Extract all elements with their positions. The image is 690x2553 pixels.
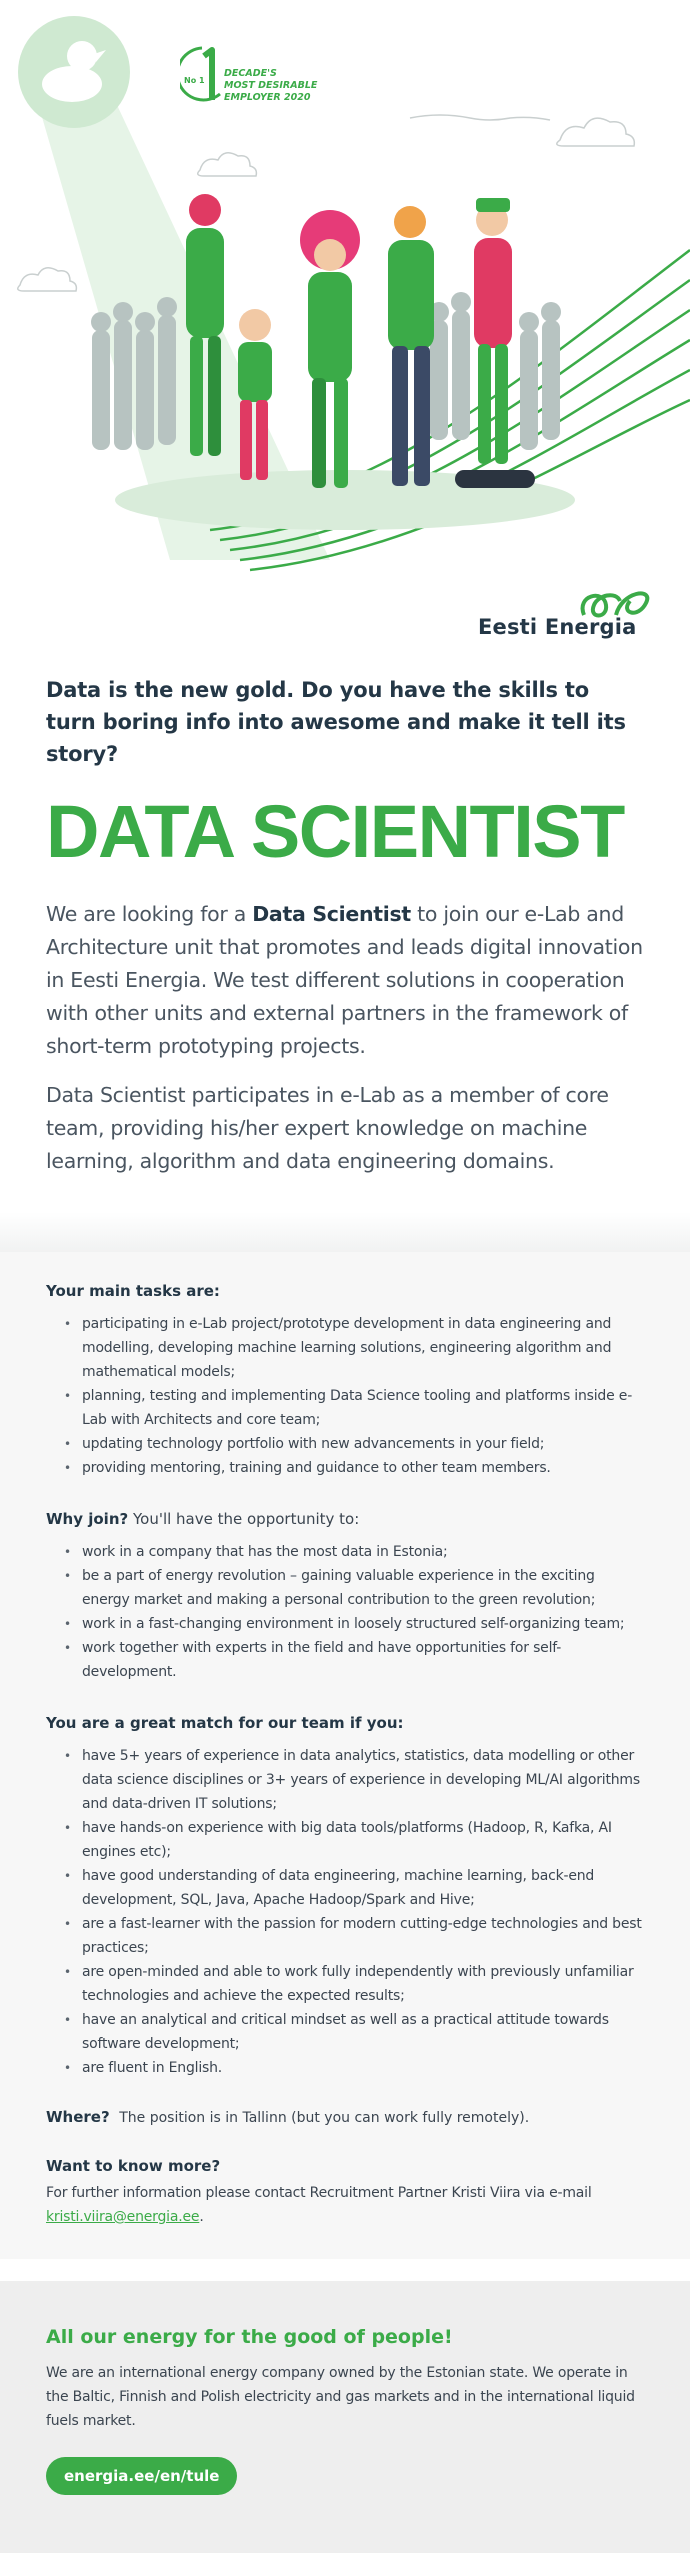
list-item: • have an analytical and critical mindset as well as a practical attitude towards software development; xyxy=(62,2008,644,2056)
location-text: The position is in Tallinn (but you can work fully remotely). xyxy=(119,2110,530,2126)
job-title: DATA SCIENTIST xyxy=(46,790,624,873)
award-line: MOST DESIRABLE xyxy=(224,80,318,91)
location-label: Where? xyxy=(46,2108,110,2126)
list-item: • are fluent in English. xyxy=(62,2056,644,2080)
eesti-energia-logo xyxy=(478,585,648,645)
list-item: • have good understanding of data engineering, machine learning, back-end development, SQL, Java, Apache Hadoop/Spark and Hive; xyxy=(62,1864,644,1912)
list-item: • are a fast-learner with the passion for modern cutting-edge technologies and best practices; xyxy=(62,1912,644,1960)
brand-name: Eesti Energia xyxy=(478,615,637,639)
lead-question: Data is the new gold. Do you have the skills to turn boring info into awesome and make it tell its story? xyxy=(46,678,626,766)
list-item: • planning, testing and implementing Data Science tooling and platforms inside e-Lab with Architects and core team; xyxy=(62,1384,644,1432)
intro-paragraph xyxy=(46,898,644,1063)
intro-section xyxy=(0,660,690,1178)
hero-artwork xyxy=(0,0,690,660)
list-item: • work in a company that has the most data in Estonia; xyxy=(62,1540,644,1564)
why-title-bold: Why join? xyxy=(46,1510,129,1528)
intro-text: We are looking for a xyxy=(46,902,253,926)
award-number: No 1 xyxy=(184,76,205,85)
award-line: DECADE'S xyxy=(224,68,277,79)
match-title: You are a great match for our team if you: xyxy=(46,1714,404,1732)
list-item: • work together with experts in the field and have opportunities for self-development. xyxy=(62,1636,644,1684)
website-button[interactable]: energia.ee/en/tule xyxy=(46,2457,237,2495)
list-item: • have 5+ years of experience in data analytics, statistics, data modelling or other data science disciplines or 3+ years of experience in developing ML/AI algorithms and data-driven IT solutions; xyxy=(62,1744,644,1816)
hero-illustration xyxy=(0,0,690,660)
award-badge xyxy=(180,42,320,112)
list-item: • have hands-on experience with big data tools/platforms (Hadoop, R, Kafka, AI engines etc); xyxy=(62,1816,644,1864)
contact-description: For further information please contact Recruitment Partner Kristi Viira via e-mail xyxy=(46,2185,592,2201)
why-title-rest: You'll have the opportunity to: xyxy=(128,1510,360,1528)
list-item: • updating technology portfolio with new advancements in your field; xyxy=(62,1432,644,1456)
contact-period: . xyxy=(199,2209,204,2225)
location-info xyxy=(46,2106,644,2129)
role-paragraph: Data Scientist participates in e-Lab as a member of core team, providing his/her expert knowledge on machine learning, algorithm and data engineering domains. xyxy=(46,1083,609,1173)
footer-title: All our energy for the good of people! xyxy=(46,2326,453,2348)
intro-highlight: Data Scientist xyxy=(252,902,411,926)
list-item: • be a part of energy revolution – gaining valuable experience in the exciting energy market and making a personal contribution to the green revolution; xyxy=(62,1564,644,1612)
intro-text: to join our e-Lab and Architecture unit that promotes and leads digital innovation in Eesti Energia. We test different solutions in cooperation with other units and external partners in the framework of short-term prototyping projects. xyxy=(46,902,643,1058)
award-line: EMPLOYER 2020 xyxy=(224,92,311,103)
list-item: • providing mentoring, training and guidance to other team members. xyxy=(62,1456,644,1480)
contact-text xyxy=(46,2181,644,2229)
why-title xyxy=(46,1508,644,1530)
list-item: • are open-minded and able to work fully independently with previously unfamiliar technologies and achieve the expected results; xyxy=(62,1960,644,2008)
footer-text: We are an international energy company owned by the Estonian state. We operate in the Baltic, Finnish and Polish electricity and gas markets and in the international liquid fuels market. xyxy=(46,2365,635,2429)
list-item: • work in a fast-changing environment in loosely structured self-organizing team; xyxy=(62,1612,644,1636)
award-text xyxy=(224,68,317,104)
tasks-title: Your main tasks are: xyxy=(46,1282,220,1300)
match-list xyxy=(46,1744,644,2080)
why-list xyxy=(46,1540,644,1684)
contact-email-link[interactable]: kristi.viira@energia.ee xyxy=(46,2209,200,2225)
tasks-list xyxy=(46,1312,644,1480)
list-item: • participating in e-Lab project/prototype development in data engineering and modelling, developing machine learning solutions, engineering algorithm and mathematical models; xyxy=(62,1312,644,1384)
details-section xyxy=(0,1252,690,2259)
company-footer xyxy=(0,2281,690,2553)
contact-title: Want to know more? xyxy=(46,2157,221,2175)
section-divider xyxy=(0,1212,690,1252)
